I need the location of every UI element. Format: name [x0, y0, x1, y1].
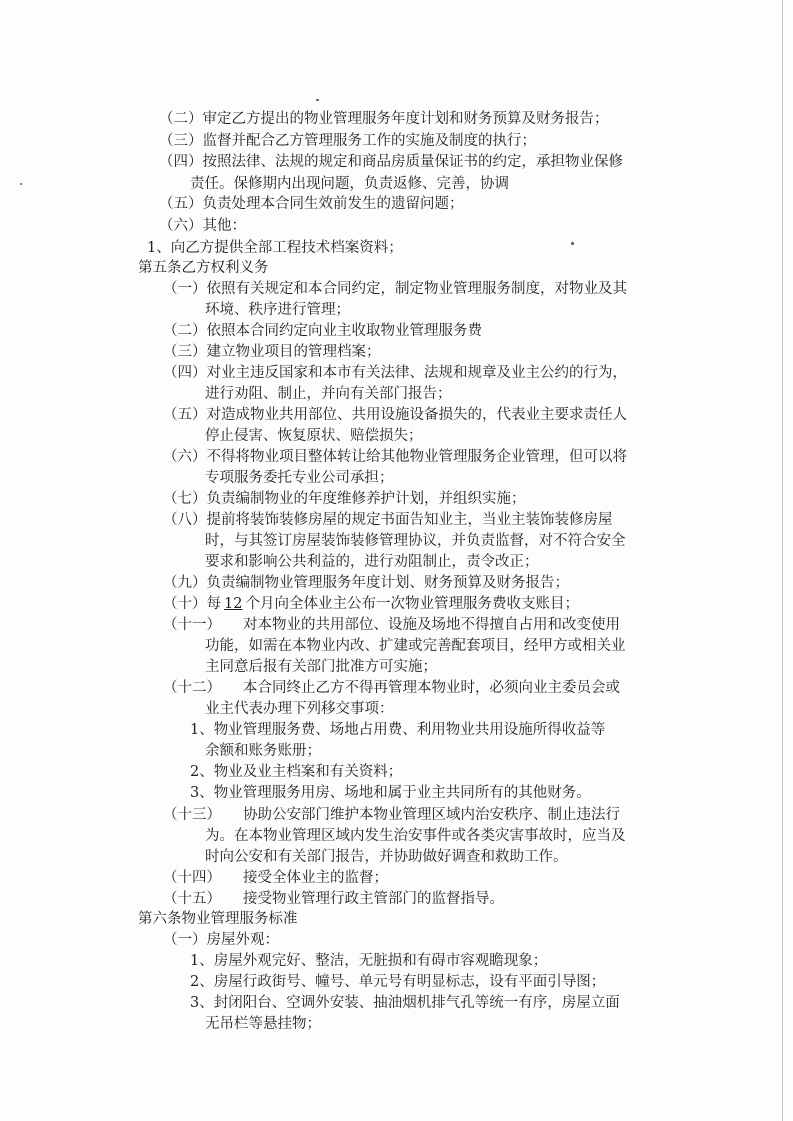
line-text: 2、物业及业主档案和有关资料；: [190, 764, 403, 780]
item-number: （一）: [163, 932, 207, 948]
line-text: 建立物业项目的管理档案；: [206, 344, 381, 360]
line-text: 依照本合同约定向业主收取物业管理服务费: [206, 323, 482, 339]
line-text: 按照法律、法规的规定和商品房质量保证书的约定，承担物业保修: [202, 154, 623, 170]
text-line: [163, 594, 579, 614]
item-number: （二）: [159, 111, 203, 127]
scan-speck: [316, 99, 319, 101]
line-text: 责任。保修期内出现问题，负责返修、完善，协调: [190, 176, 509, 192]
item-number: （三）: [159, 133, 203, 149]
line-text: 专项服务委托专业公司承担；: [205, 470, 394, 486]
text-line: [190, 720, 605, 740]
text-line: [190, 972, 605, 992]
line-text: 监督并配合乙方管理服务工作的实施及制度的执行；: [202, 133, 536, 149]
line-text: 接受全体业主的监督；: [243, 870, 388, 886]
line-text: 1、物业管理服务费、场地占用费、利用物业共用设施所得收益等: [190, 722, 606, 738]
line-text: 提前将装饰装修房屋的规定书面告知业主，当业主装饰装修房屋: [206, 512, 613, 528]
text-line: [163, 342, 381, 362]
text-line: [163, 615, 620, 635]
item-number: （六）: [159, 218, 203, 234]
text-line: [163, 510, 613, 530]
line-text: 3、物业管理服务用房、场地和属于业主共同所有的其他财务。: [190, 785, 591, 801]
text-line: [147, 238, 403, 258]
text-line: [205, 826, 626, 846]
text-line: [163, 489, 526, 509]
item-number: （二）: [163, 323, 207, 339]
line-text: 余额和账务账册；: [205, 743, 321, 759]
line-text: 功能，如需在本物业内改、扩建或完善配套项目，经甲方或相关业: [205, 638, 626, 654]
line-text: 1、向乙方提供全部工程技术档案资料；: [147, 240, 403, 256]
item-number: （四）: [159, 154, 203, 170]
line-text: 对业主违反国家和本市有关法律、法规和规章及业主公约的行为，: [206, 365, 627, 381]
text-line: [163, 321, 482, 341]
item-number: （四）: [163, 365, 207, 381]
text-line: [159, 131, 536, 151]
line-text: 负责编制物业的年度维修养护计划，并组织实施；: [206, 491, 526, 507]
text-line: [205, 657, 437, 677]
item-number: （十二）: [163, 680, 221, 696]
line-text: 进行劝阻、制止，并向有关部门报告；: [205, 386, 452, 402]
line-text: 对本物业的共用部位、设施及场地不得擅自占用和改变使用: [243, 617, 620, 633]
line-text: 协助公安部门维护本物业管理区域内治安秩序、制止违法行: [243, 807, 620, 823]
text-line: [163, 363, 627, 383]
line-text: 本合同终止乙方不得再管理本物业时，必须向业主委员会或: [243, 680, 620, 696]
line-text: 1、房屋外观完好、整洁，无脏损和有碍市容观瞻现象；: [190, 953, 548, 969]
line-text: 2、房屋行政街号、幢号、单元号有明显标志，设有平面引导图；: [190, 974, 606, 990]
line-text: 负责处理本合同生效前发生的遗留问题；: [202, 196, 464, 212]
text-line: [190, 951, 547, 971]
text-line: [163, 405, 627, 425]
item-number: （八）: [163, 512, 207, 528]
text-line: [163, 678, 620, 698]
text-line: [205, 741, 321, 761]
text-line: [205, 468, 394, 488]
text-line: [163, 573, 569, 593]
text-line: [190, 993, 620, 1013]
line-text: 时，与其签订房屋装饰装修管理协议，并负责监督，对不符合安全: [205, 533, 626, 549]
item-number: （六）: [163, 449, 207, 465]
line-text: 每: [206, 596, 221, 612]
item-number: （十四）: [163, 870, 221, 886]
item-number: （十三）: [163, 807, 221, 823]
text-line: [205, 552, 539, 572]
text-line: [205, 1014, 321, 1034]
text-line: [205, 300, 350, 320]
text-line: [190, 783, 591, 803]
line-text: 接受物业管理行政主管部门的监督指导。: [243, 891, 504, 907]
line-text: 为。在本物业管理区域内发生治安事件或各类灾害事故时，应当及: [205, 828, 626, 844]
item-number: （五）: [159, 196, 203, 212]
line-text: 环境、秩序进行管理；: [205, 302, 350, 318]
item-number: （九）: [163, 575, 207, 591]
line-text: 不得将物业项目整体转让给其他物业管理服务企业管理，但可以将: [206, 449, 627, 465]
text-line: [163, 805, 620, 825]
line-text: 房屋外观：: [206, 932, 279, 948]
filled-blank: 12: [224, 596, 243, 612]
line-text: 3、封闭阳台、空调外安装、抽油烟机排气孔等统一有序，房屋立面: [190, 995, 620, 1011]
item-number: （一）: [163, 281, 207, 297]
scan-edge-shadow: [782, 0, 783, 1121]
text-line: [138, 909, 298, 929]
item-number: （三）: [163, 344, 207, 360]
text-line: [159, 152, 623, 172]
line-text: 其他：: [202, 218, 246, 234]
text-line: [205, 384, 452, 404]
text-line: [205, 426, 423, 446]
item-number: （五）: [163, 407, 207, 423]
text-line: [205, 531, 626, 551]
text-line: [163, 889, 504, 909]
line-text: 个月向全体业主公布一次物业管理服务费收支账目；: [245, 596, 579, 612]
text-line: [159, 216, 246, 236]
text-line: [190, 762, 402, 782]
text-line: [205, 636, 626, 656]
line-text: 第五条乙方权利义务: [138, 260, 269, 276]
text-line: [163, 868, 388, 888]
line-text: 停止侵害、恢复原状、赔偿损失；: [205, 428, 423, 444]
line-text: 依照有关规定和本合同约定，制定物业管理服务制度，对物业及其: [206, 281, 627, 297]
text-line: [205, 847, 568, 867]
line-text: 对造成物业共用部位、共用设施设备损失的，代表业主要求责任人: [206, 407, 627, 423]
scan-speck: [20, 183, 22, 185]
item-number: （十一）: [163, 617, 221, 633]
text-line: [205, 699, 394, 719]
line-text: 无吊栏等悬挂物；: [205, 1016, 321, 1032]
line-text: 主同意后报有关部门批准方可实施；: [205, 659, 437, 675]
text-line: [159, 194, 464, 214]
text-line: [163, 447, 627, 467]
line-text: 审定乙方提出的物业管理服务年度计划和财务预算及财务报告；: [202, 111, 609, 127]
line-text: 业主代表办理下列移交事项：: [205, 701, 394, 717]
item-number: （十）: [163, 596, 207, 612]
scan-speck: [571, 242, 574, 245]
line-text: 第六条物业管理服务标准: [138, 911, 298, 927]
text-line: [138, 258, 269, 278]
line-text: 要求和影响公共利益的，进行劝阻制止，责令改正；: [205, 554, 539, 570]
text-line: [190, 174, 509, 194]
item-number: （七）: [163, 491, 207, 507]
item-number: （十五）: [163, 891, 221, 907]
line-text: 负责编制物业管理服务年度计划、财务预算及财务报告；: [206, 575, 569, 591]
line-text: 时向公安和有关部门报告，并协助做好调查和救助工作。: [205, 849, 568, 865]
text-line: [163, 279, 627, 299]
text-line: [159, 109, 609, 129]
text-line: [163, 930, 279, 950]
